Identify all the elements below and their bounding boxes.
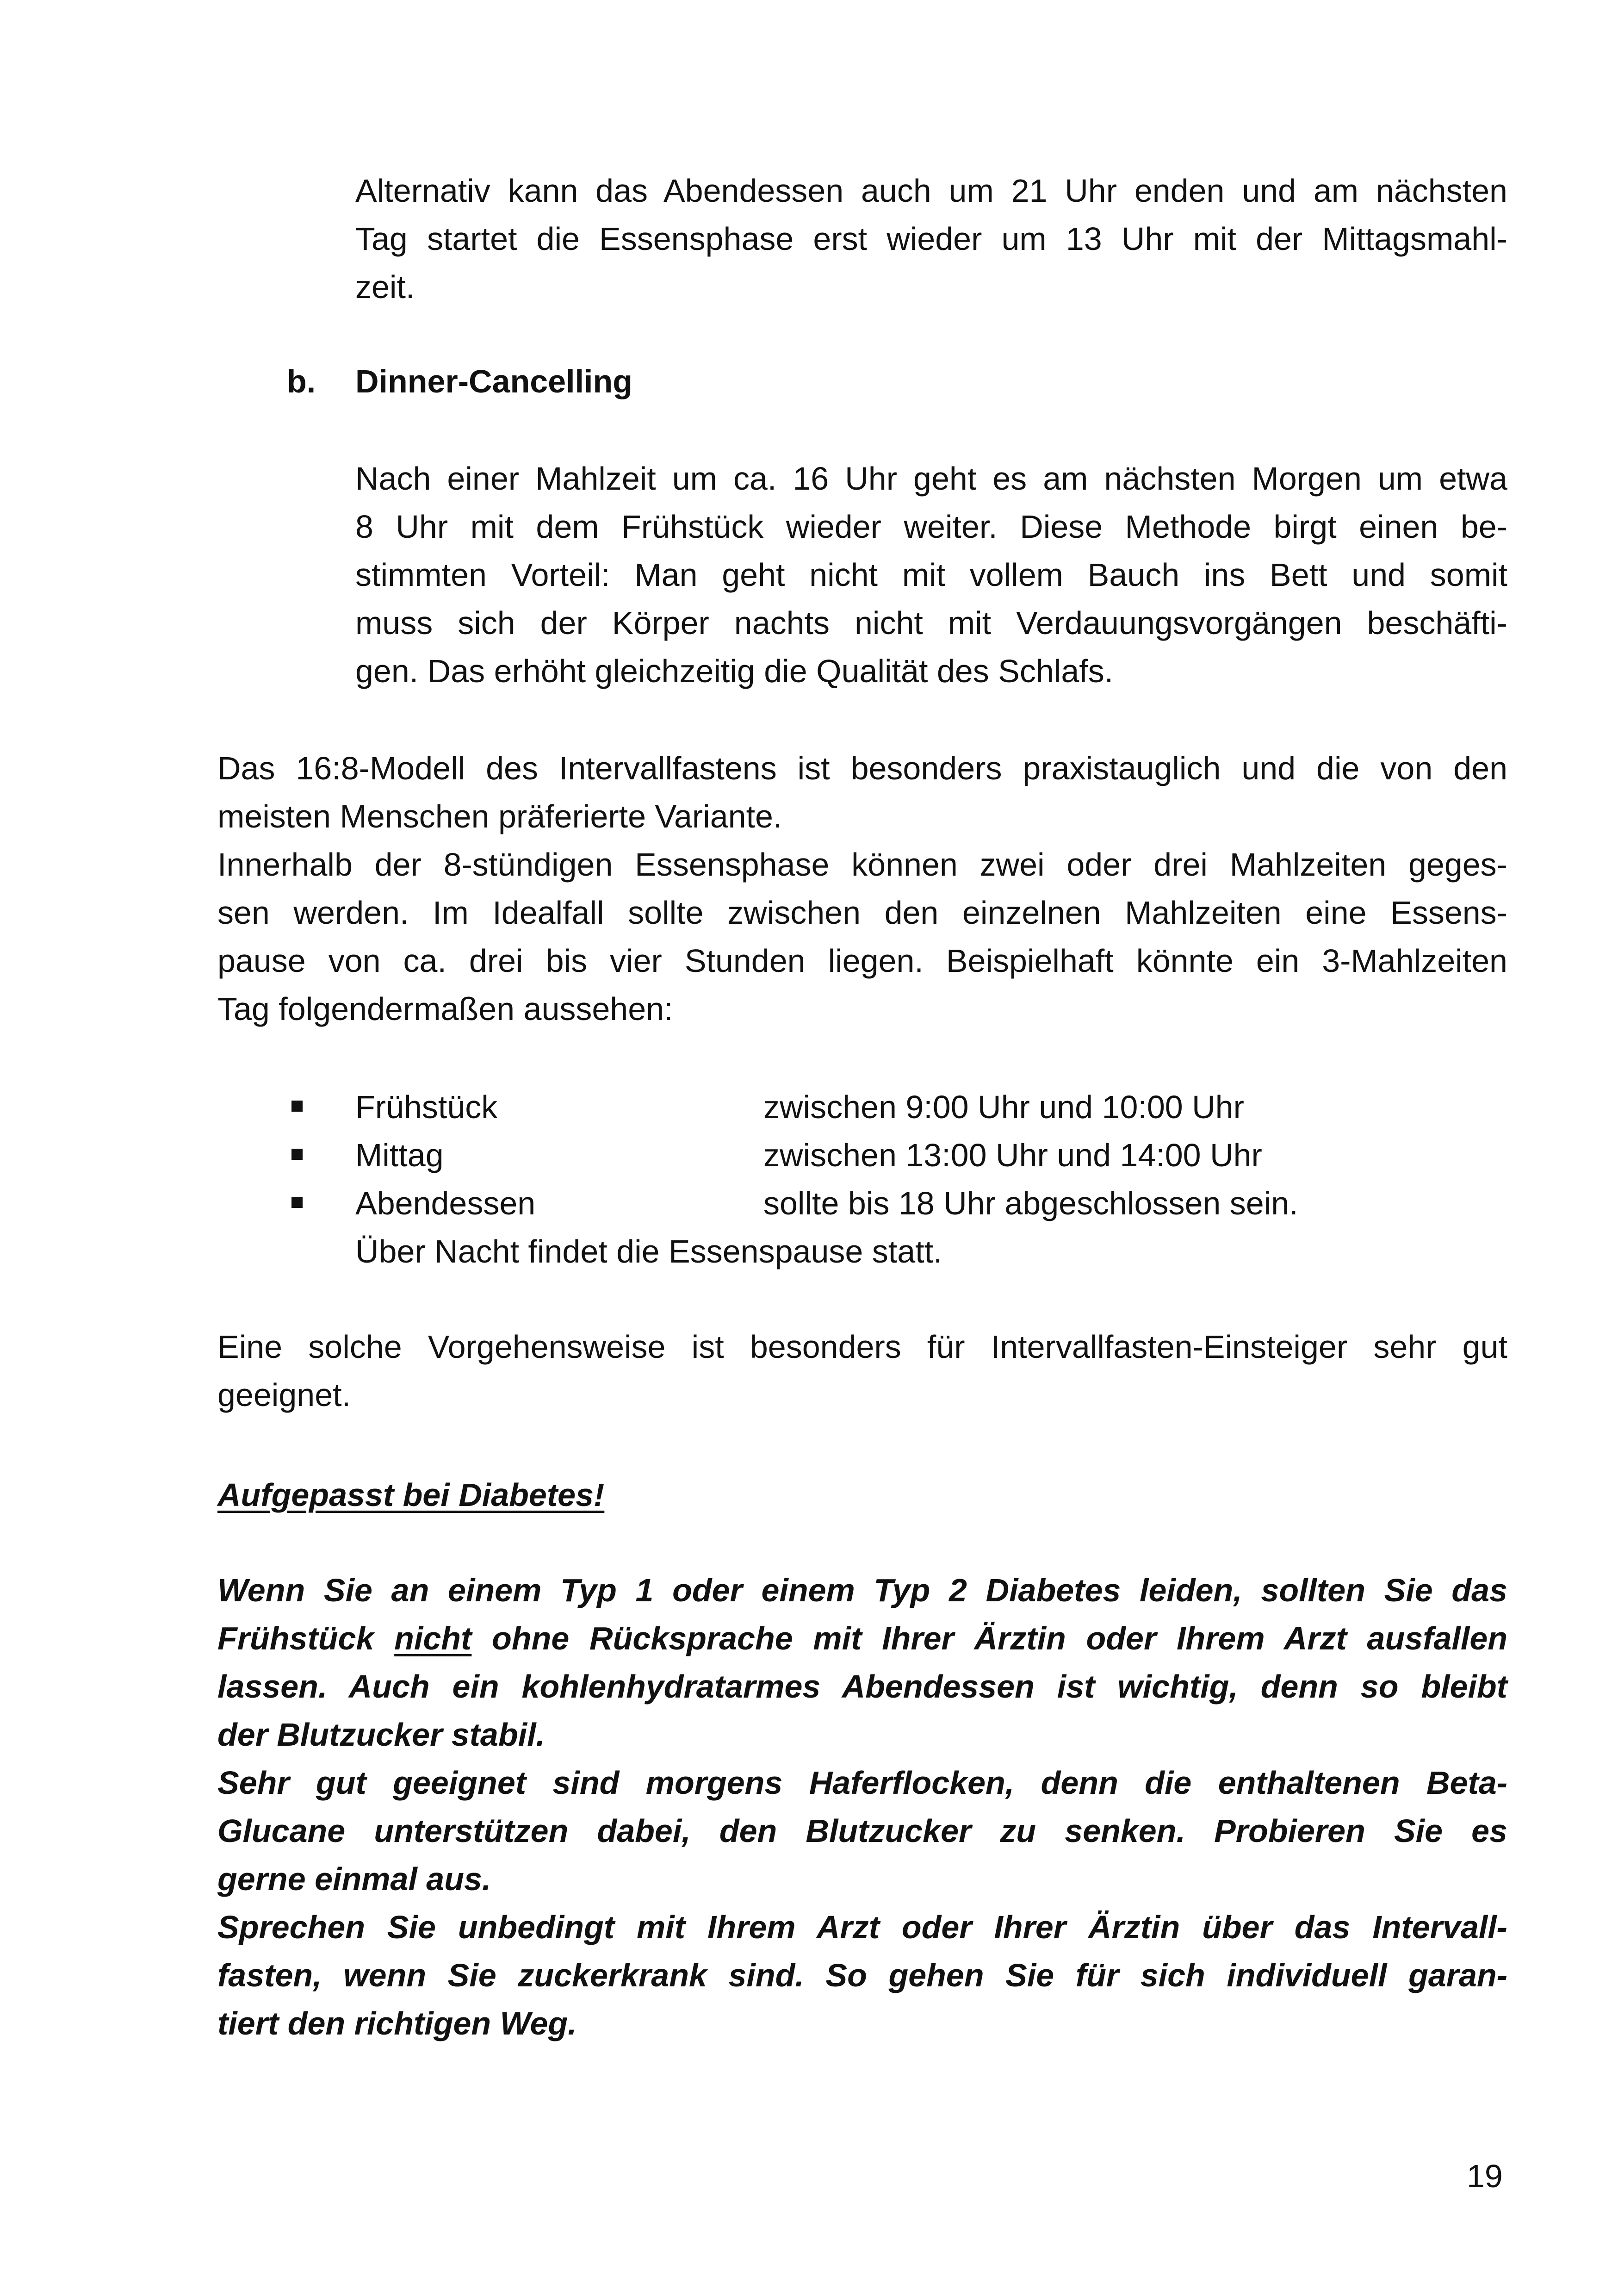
body-paragraph bbox=[217, 1323, 1507, 1419]
meal-time: zwischen 13:00 Uhr und 14:00 Uhr bbox=[763, 1137, 1262, 1173]
text-run: ohne Rücksprache mit Ihrer Ärztin oder Ihrem Arzt ausfallen bbox=[471, 1620, 1508, 1656]
text-line: Das 16:8-Modell des Intervallfastens ist besonders praxistauglich und die von den bbox=[217, 750, 1507, 786]
text-line: Eine solche Vorgehensweise ist besonders für Intervallfasten-Einsteiger sehr gut bbox=[217, 1329, 1507, 1365]
text-line: gen. Das erhöht gleichzeitig die Qualität des Schlafs. bbox=[355, 653, 1114, 689]
meal-label: Mittag bbox=[355, 1137, 444, 1173]
text-line: Innerhalb der 8-stündigen Essensphase können zwei oder drei Mahlzeiten geges- bbox=[217, 846, 1507, 883]
text-line: tiert den richtigen Weg. bbox=[217, 2005, 577, 2041]
text-run: Frühstück bbox=[217, 1620, 395, 1656]
warning-heading: Aufgepasst bei Diabetes! bbox=[217, 1477, 605, 1513]
text-line: muss sich der Körper nachts nicht mit Verdauungsvorgängen beschäfti- bbox=[355, 605, 1507, 641]
intro-paragraph bbox=[355, 167, 1507, 311]
text-line: der Blutzucker stabil. bbox=[217, 1717, 545, 1753]
meal-time: sollte bis 18 Uhr abgeschlossen sein. bbox=[763, 1185, 1298, 1221]
text-line: Sprechen Sie unbedingt mit Ihrem Arzt oder Ihrer Ärztin über das Intervall- bbox=[217, 1909, 1507, 1945]
text-line: pause von ca. drei bis vier Stunden liegen. Beispielhaft könnte ein 3-Mahlzeiten bbox=[217, 943, 1507, 979]
text-line: sen werden. Im Idealfall sollte zwischen den einzelnen Mahlzeiten eine Essens- bbox=[217, 895, 1507, 931]
list-item bbox=[291, 1131, 1494, 1179]
bullet-icon bbox=[291, 1197, 303, 1208]
text-line: Tag startet die Essensphase erst wieder um 13 Uhr mit der Mittagsmahl- bbox=[355, 221, 1507, 257]
text-line: lassen. Auch ein kohlenhydratarmes Abendessen ist wichtig, denn so bleibt bbox=[217, 1668, 1507, 1705]
warning-paragraph bbox=[217, 1566, 1507, 2047]
text-line: gerne einmal aus. bbox=[217, 1861, 491, 1897]
meal-time: zwischen 9:00 Uhr und 10:00 Uhr bbox=[763, 1089, 1244, 1125]
section-title: Dinner-Cancelling bbox=[355, 363, 632, 399]
text-line: stimmten Vorteil: Man geht nicht mit vollem Bauch ins Bett und somit bbox=[355, 557, 1507, 593]
bullet-icon bbox=[291, 1101, 303, 1112]
text-line: Nach einer Mahlzeit um ca. 16 Uhr geht es am nächsten Morgen um etwa bbox=[355, 460, 1507, 497]
text-line: zeit. bbox=[355, 269, 415, 305]
emphasis-nicht: nicht bbox=[394, 1620, 472, 1656]
page-number: 19 bbox=[1467, 2158, 1503, 2194]
list-item bbox=[291, 1179, 1494, 1227]
bullet-icon bbox=[291, 1149, 303, 1160]
text-line: Wenn Sie an einem Typ 1 oder einem Typ 2 Diabetes leiden, sollten Sie das bbox=[217, 1572, 1507, 1608]
text-line: fasten, wenn Sie zuckerkrank sind. So gehen Sie für sich individuell garan- bbox=[217, 1957, 1507, 1993]
list-item bbox=[291, 1083, 1494, 1131]
meals-note: Über Nacht findet die Essenspause statt. bbox=[355, 1233, 942, 1269]
text-line: geeignet. bbox=[217, 1377, 351, 1413]
body-paragraph bbox=[217, 744, 1507, 1033]
meal-label: Abendessen bbox=[355, 1185, 536, 1221]
text-line: Sehr gut geeignet sind morgens Haferflocken, denn die enthaltenen Beta- bbox=[217, 1765, 1507, 1801]
section-marker: b. bbox=[287, 363, 316, 399]
section-b-paragraph bbox=[355, 454, 1507, 695]
text-line-with-emphasis bbox=[217, 1614, 1507, 1662]
text-line: 8 Uhr mit dem Frühstück wieder weiter. Diese Methode birgt einen be- bbox=[355, 509, 1507, 545]
meal-label: Frühstück bbox=[355, 1089, 498, 1125]
text-line: Glucane unterstützen dabei, den Blutzucker zu senken. Probieren Sie es bbox=[217, 1813, 1507, 1849]
text-line: Alternativ kann das Abendessen auch um 21 Uhr enden und am nächsten bbox=[355, 173, 1507, 209]
text-line: meisten Menschen präferierte Variante. bbox=[217, 798, 782, 834]
text-line: Tag folgendermaßen aussehen: bbox=[217, 991, 673, 1027]
